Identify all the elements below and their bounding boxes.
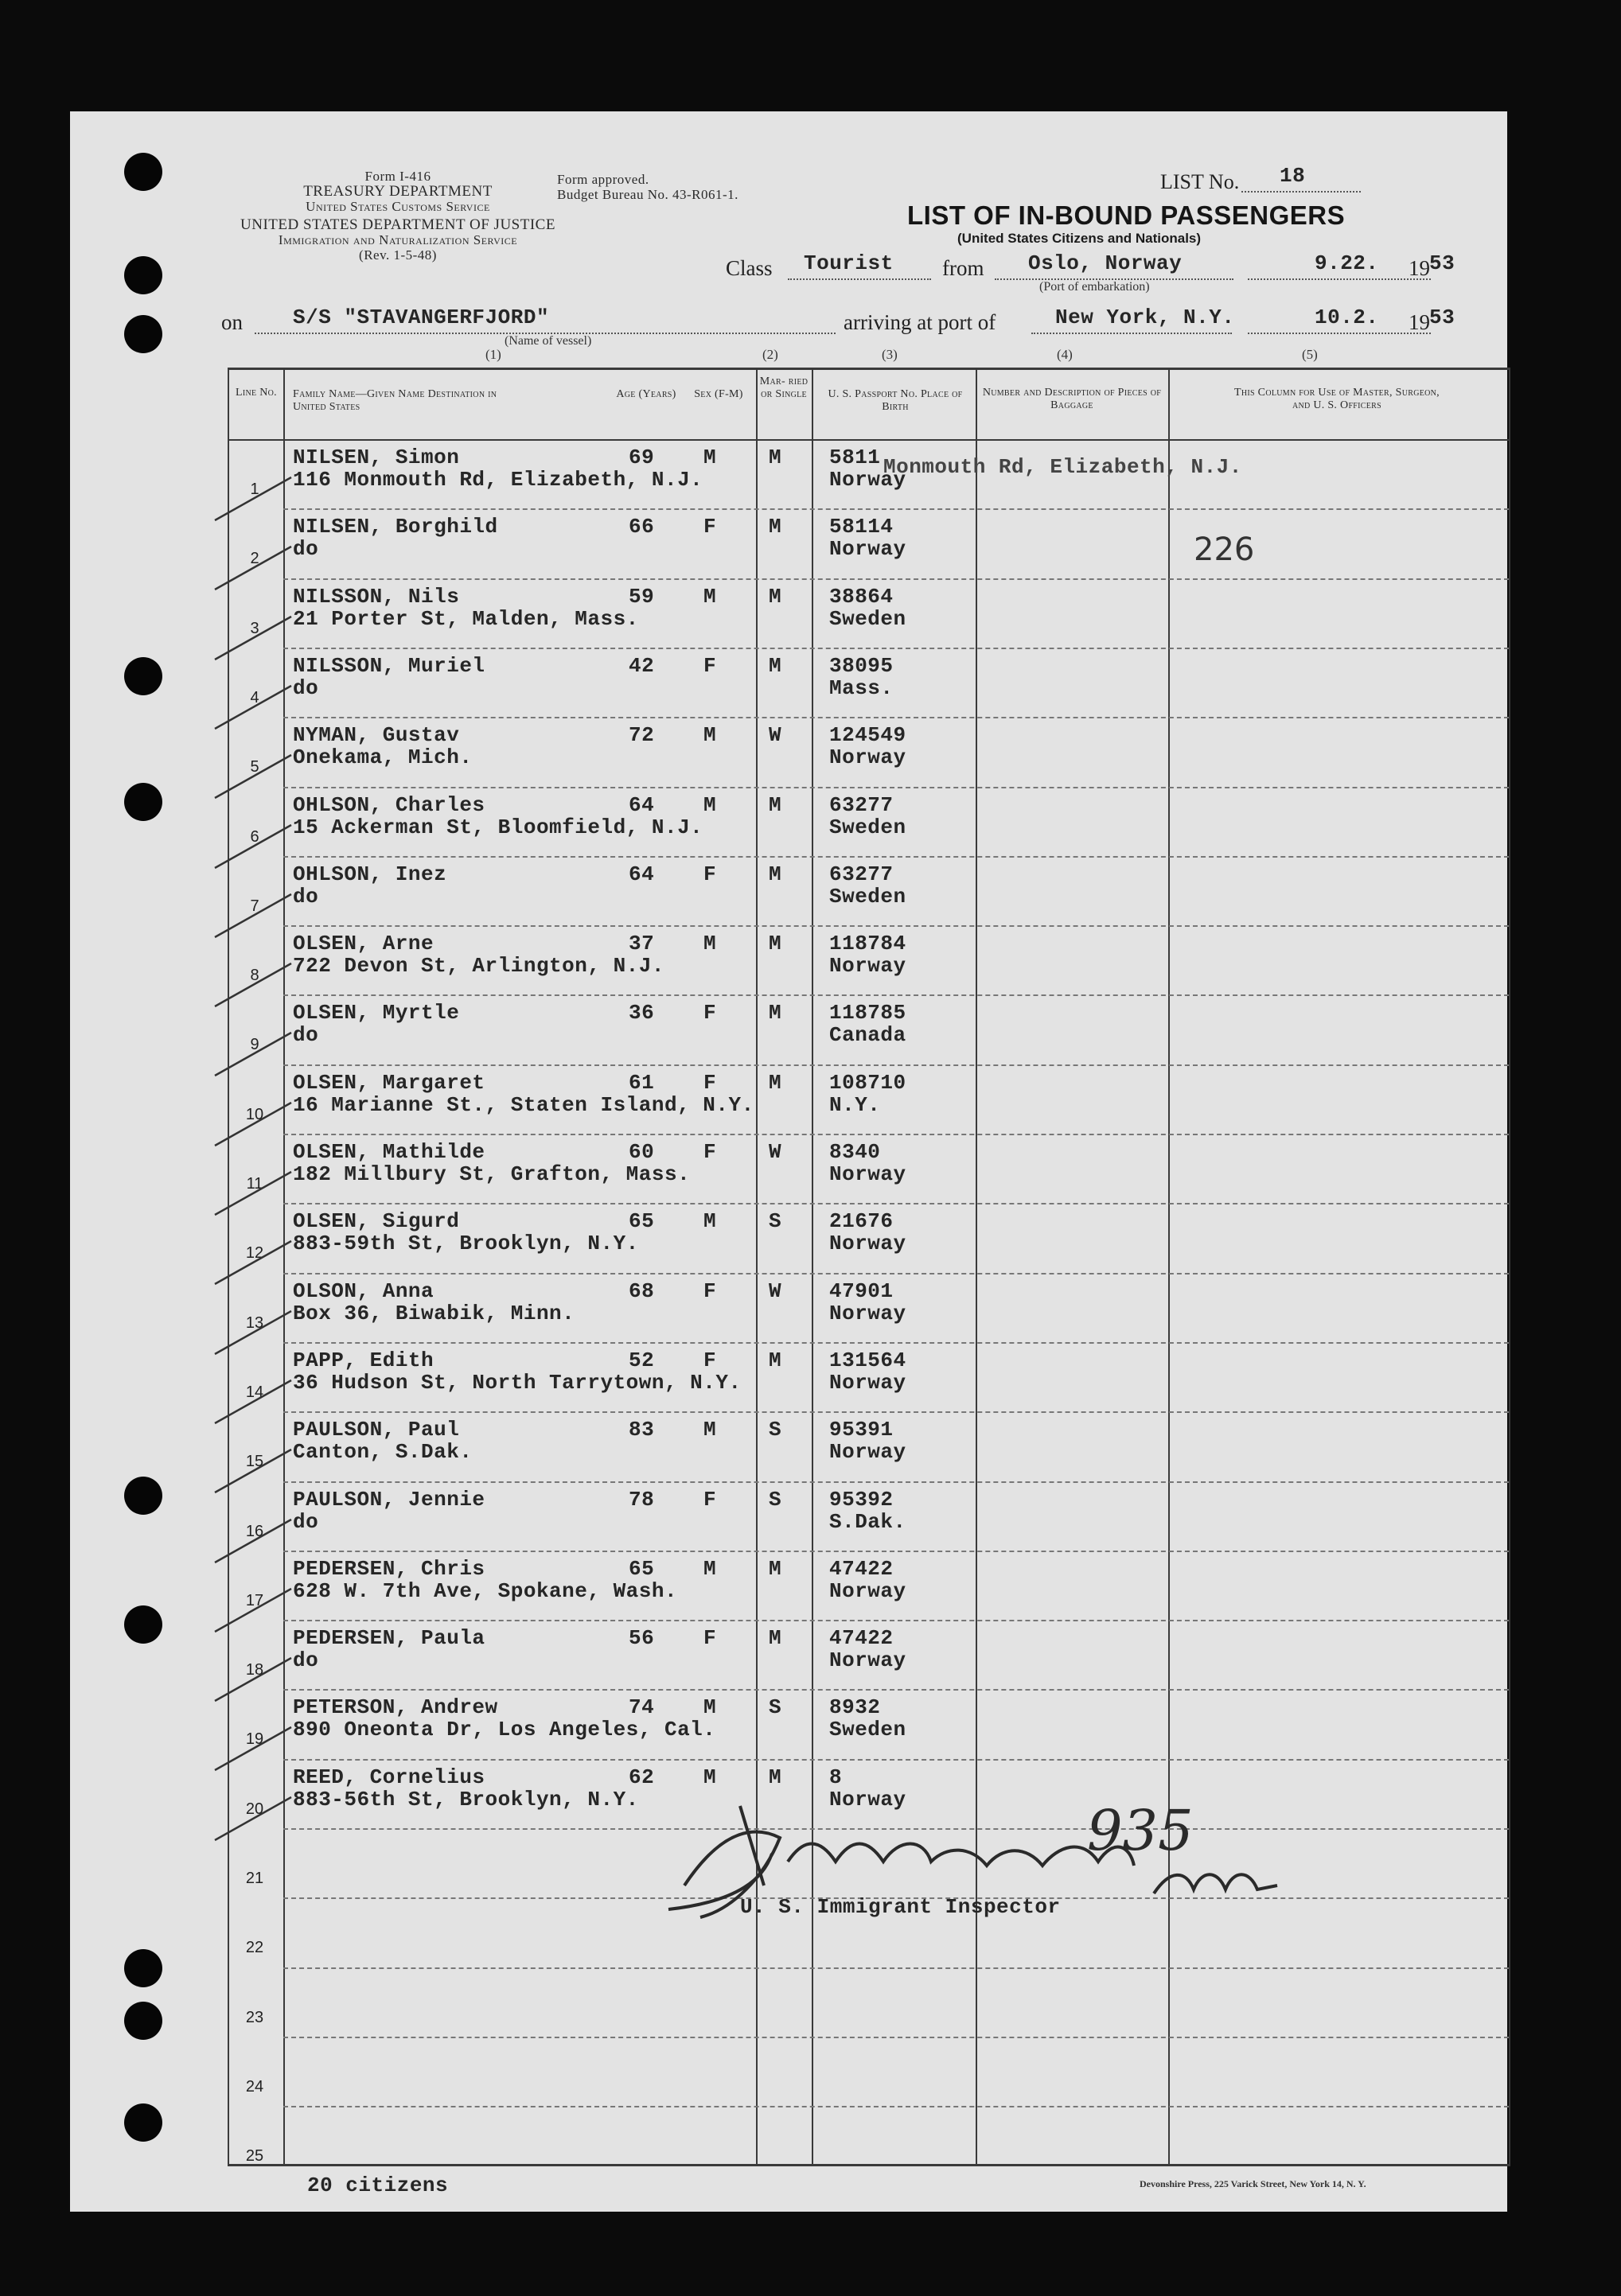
passenger-sex: F [703, 1278, 717, 1303]
marital-status: M [769, 1556, 782, 1581]
row-divider [283, 648, 1509, 649]
passport-number: 118785 [829, 1001, 906, 1025]
pencil-tick-mark [212, 1166, 299, 1221]
binder-hole [124, 153, 162, 191]
marital-status: W [769, 723, 782, 748]
header-sex: Sex (F-M) [694, 388, 743, 400]
pencil-tick-mark [212, 888, 299, 944]
form-number: Form I-416 [364, 169, 431, 184]
ins-service: Immigration and Naturalization Service [278, 232, 518, 247]
passport-number: 131564 [829, 1348, 906, 1372]
passenger-age: 68 [629, 1278, 655, 1303]
passenger-name: PAPP, Edith [293, 1348, 434, 1372]
document-subtitle: (United States Citizens and Nationals) [957, 231, 1202, 246]
passenger-name: OLSEN, Sigurd [293, 1209, 460, 1234]
column-number-2: (2) [762, 347, 778, 362]
passenger-age: 65 [629, 1209, 655, 1234]
passenger-sex: M [703, 723, 717, 748]
line-number: 19 [245, 1730, 264, 1749]
line-number: 16 [245, 1522, 264, 1540]
pencil-tick-mark [212, 471, 299, 527]
line-number: 10 [245, 1105, 264, 1123]
passenger-name: OLSON, Anna [293, 1278, 434, 1303]
binder-hole [124, 2103, 162, 2142]
header-line-no: Line No. [236, 387, 277, 399]
passenger-age: 62 [629, 1765, 655, 1789]
form-header-block [207, 169, 589, 263]
pencil-tick-mark [212, 1305, 299, 1360]
printer-imprint: Devonshire Press, 225 Varick Street, New York 14, N. Y. [1140, 2178, 1366, 2189]
passenger-destination: 883-56th St, Brooklyn, N.Y. [293, 1787, 639, 1812]
line-number: 12 [245, 1244, 264, 1263]
header-baggage: Number and Description of Pieces of Baggage [982, 387, 1162, 411]
passport-number: 38864 [829, 584, 894, 609]
place-of-birth: Norway [829, 1301, 906, 1325]
arriving-label: arriving at port of [844, 310, 996, 334]
marital-status: S [769, 1487, 782, 1512]
passenger-age: 72 [629, 723, 655, 748]
customs-service: United States Customs Service [306, 199, 490, 214]
passenger-destination: 890 Oneonta Dr, Los Angeles, Cal. [293, 1718, 716, 1742]
row-divider [283, 2106, 1509, 2107]
passenger-sex: F [703, 1626, 717, 1651]
row-divider [283, 508, 1509, 510]
binder-hole [124, 2002, 162, 2040]
passenger-name: PEDERSEN, Chris [293, 1556, 485, 1581]
row-divider [283, 1203, 1509, 1204]
row-divider [283, 787, 1509, 788]
marital-status: M [769, 584, 782, 609]
row-divider [283, 856, 1509, 858]
pencil-tick-mark [212, 1443, 299, 1499]
place-of-birth: Norway [829, 954, 906, 979]
justice-department: UNITED STATES DEPARTMENT OF JUSTICE [240, 216, 555, 233]
place-of-birth: Sweden [829, 1718, 906, 1742]
row-divider [283, 925, 1509, 927]
passenger-age: 66 [629, 515, 655, 539]
pencil-tick-mark [212, 749, 299, 804]
column-number-5: (5) [1302, 347, 1318, 362]
binder-hole [124, 1477, 162, 1515]
passenger-destination: do [293, 1648, 319, 1673]
line-number: 6 [250, 827, 259, 846]
passenger-age: 74 [629, 1695, 655, 1720]
pencil-tick-mark [212, 1096, 299, 1152]
place-of-birth: Norway [829, 1370, 906, 1395]
marital-status: M [769, 932, 782, 956]
passenger-age: 65 [629, 1556, 655, 1581]
passport-number: 8 [829, 1765, 843, 1789]
line-number: 4 [250, 688, 259, 706]
marital-status: S [769, 1695, 782, 1720]
pencil-tick-mark [212, 1235, 299, 1290]
binder-hole [124, 315, 162, 353]
passport-number: 108710 [829, 1070, 906, 1095]
binder-hole [124, 1605, 162, 1644]
line-number: 22 [245, 1939, 264, 1957]
arrival-year-value: 53 [1429, 305, 1455, 329]
passport-number: 38095 [829, 653, 894, 678]
passenger-destination: Box 36, Biwabik, Minn. [293, 1301, 575, 1325]
place-of-birth: S.Dak. [829, 1509, 906, 1534]
pencil-tick-mark [212, 1582, 299, 1638]
passenger-name: PAULSON, Jennie [293, 1487, 485, 1512]
passenger-sex: F [703, 1001, 717, 1025]
header-passport-birth: U. S. Passport No. Place of Birth [828, 388, 963, 413]
signature-number: 935 [1087, 1798, 1194, 1863]
passenger-age: 36 [629, 1001, 655, 1025]
row-divider [283, 1551, 1509, 1552]
line-number: 23 [245, 2008, 264, 2026]
pencil-tick-mark [212, 1721, 299, 1776]
passenger-name: OHLSON, Inez [293, 862, 447, 886]
passenger-destination: 116 Monmouth Rd, Elizabeth, N.J. [293, 468, 703, 492]
passenger-age: 60 [629, 1140, 655, 1164]
marital-status: M [769, 1348, 782, 1372]
passenger-age: 56 [629, 1626, 655, 1651]
marital-status: M [769, 1765, 782, 1789]
passenger-age: 78 [629, 1487, 655, 1512]
marital-status: M [769, 515, 782, 539]
place-of-birth: Sweden [829, 815, 906, 839]
pencil-tick-mark [212, 679, 299, 735]
place-of-birth: Norway [829, 1162, 906, 1186]
header-officers: This Column for Use of Master, Surgeon, and U. S. Officers [1234, 387, 1440, 411]
passenger-destination: 21 Porter St, Malden, Mass. [293, 606, 639, 631]
passenger-name: NILSEN, Borghild [293, 515, 498, 539]
passport-number: 8932 [829, 1695, 881, 1720]
port-note: (Port of embarkation) [1039, 280, 1150, 294]
inspector-label: U. S. Immigrant Inspector [740, 1895, 1061, 1919]
passenger-sex: M [703, 1695, 717, 1720]
place-of-birth: N.Y. [829, 1092, 881, 1117]
passenger-destination: Onekama, Mich. [293, 745, 473, 770]
arrival-date-value: 10.2. [1315, 305, 1379, 329]
pencil-tick-mark [212, 1791, 299, 1847]
passenger-sex: F [703, 862, 717, 886]
marital-status: M [769, 862, 782, 886]
header-married: Mar- ried or Single [759, 376, 809, 400]
line-number: 11 [246, 1175, 263, 1193]
row-divider [283, 1273, 1509, 1274]
place-of-birth: Norway [829, 1440, 906, 1465]
row-divider [283, 994, 1509, 996]
place-of-birth: Mass. [829, 675, 894, 700]
passenger-name: NILSSON, Nils [293, 584, 460, 609]
passenger-age: 69 [629, 446, 655, 469]
arrival-year-prefix: 19 [1409, 310, 1430, 334]
line-number: 24 [245, 2077, 264, 2096]
budget-bureau: Budget Bureau No. 43-R061-1. [557, 187, 738, 202]
marital-status: M [769, 1626, 782, 1651]
passport-number: 8340 [829, 1140, 881, 1164]
passenger-destination: Canton, S.Dak. [293, 1440, 473, 1465]
place-of-birth: Norway [829, 537, 906, 562]
passenger-sex: F [703, 1348, 717, 1372]
row-divider [283, 1134, 1509, 1135]
line-number: 9 [250, 1036, 259, 1054]
overtyped-address: Monmouth Rd, Elizabeth, N.J. [883, 455, 1242, 479]
header-name-destination: Family Name—Given Name Destination in United States [293, 388, 497, 413]
passport-number: 21676 [829, 1209, 894, 1234]
line-number: 7 [250, 897, 259, 915]
passenger-name: OLSEN, Margaret [293, 1070, 485, 1095]
passenger-age: 61 [629, 1070, 655, 1095]
passenger-sex: M [703, 932, 717, 956]
place-of-birth: Sweden [829, 606, 906, 631]
passenger-name: PAULSON, Paul [293, 1418, 460, 1442]
marital-status: W [769, 1278, 782, 1303]
line-number: 13 [245, 1313, 264, 1332]
row-divider [283, 717, 1509, 718]
marital-status: M [769, 1001, 782, 1025]
binder-hole [124, 256, 162, 294]
document-title: LIST OF IN-BOUND PASSENGERS [907, 200, 1346, 230]
list-no-label: LIST No. [1160, 170, 1240, 193]
passenger-name: NILSEN, Simon [293, 446, 460, 469]
passport-number: 118784 [829, 932, 906, 956]
marital-status: S [769, 1418, 782, 1442]
passenger-sex: F [703, 1070, 717, 1095]
row-divider [283, 578, 1509, 580]
passenger-name: OLSEN, Mathilde [293, 1140, 485, 1164]
passenger-name: NILSSON, Muriel [293, 653, 485, 678]
row-divider [283, 1064, 1509, 1066]
passenger-name: OHLSON, Charles [293, 792, 485, 817]
passenger-destination: 628 W. 7th Ave, Spokane, Wash. [293, 1578, 678, 1603]
from-value: Oslo, Norway [1028, 251, 1183, 275]
passenger-sex: M [703, 1556, 717, 1581]
marital-status: M [769, 653, 782, 678]
place-of-birth: Norway [829, 468, 906, 492]
line-number: 3 [250, 619, 259, 637]
pencil-tick-mark [212, 819, 299, 874]
embark-date-value: 9.22. [1315, 251, 1379, 275]
line-number: 14 [245, 1383, 264, 1401]
passenger-sex: M [703, 446, 717, 469]
passenger-destination: 883-59th St, Brooklyn, N.Y. [293, 1232, 639, 1256]
pencil-tick-mark [212, 1026, 299, 1082]
passport-number: 95391 [829, 1418, 894, 1442]
binder-hole [124, 1949, 162, 1987]
place-of-birth: Sweden [829, 884, 906, 909]
vessel-value: S/S "STAVANGERFJORD" [293, 305, 550, 329]
passport-number: 63277 [829, 792, 894, 817]
arrival-port-value: New York, N.Y. [1055, 305, 1235, 329]
passport-number: 58114 [829, 515, 894, 539]
passenger-destination: do [293, 1023, 319, 1048]
place-of-birth: Norway [829, 1232, 906, 1256]
pencil-tick-mark [212, 957, 299, 1013]
treasury-department: TREASURY DEPARTMENT [303, 183, 493, 200]
passenger-sex: M [703, 1765, 717, 1789]
row-divider [283, 1342, 1509, 1344]
citizens-total: 20 citizens [307, 2173, 449, 2197]
binder-hole [124, 783, 162, 821]
passport-number: 47901 [829, 1278, 894, 1303]
binder-hole [124, 657, 162, 695]
pencil-tick-mark [212, 1513, 299, 1569]
embark-year-prefix: 19 [1409, 256, 1430, 280]
passenger-sex: F [703, 1140, 717, 1164]
passenger-age: 37 [629, 932, 655, 956]
marital-status: M [769, 1070, 782, 1095]
line-number: 17 [245, 1591, 264, 1609]
column-number-3: (3) [882, 347, 898, 362]
passenger-destination: do [293, 884, 319, 909]
passenger-sex: M [703, 1209, 717, 1234]
passenger-sex: M [703, 1418, 717, 1442]
place-of-birth: Norway [829, 1578, 906, 1603]
form-revision: (Rev. 1-5-48) [359, 247, 437, 263]
place-of-birth: Norway [829, 1648, 906, 1673]
passenger-destination: 722 Devon St, Arlington, N.J. [293, 954, 664, 979]
passenger-name: NYMAN, Gustav [293, 723, 460, 748]
passenger-destination: 182 Millbury St, Grafton, Mass. [293, 1162, 691, 1186]
line-number: 8 [250, 967, 259, 985]
passport-number: 5811 [829, 446, 881, 469]
marital-status: M [769, 446, 782, 469]
passenger-name: REED, Cornelius [293, 1765, 485, 1789]
initials-scribble [1146, 1854, 1281, 1909]
passport-number: 47422 [829, 1626, 894, 1651]
passenger-age: 83 [629, 1418, 655, 1442]
row-divider [283, 1967, 1509, 1969]
vessel-note: (Name of vessel) [505, 334, 592, 348]
from-label: from [942, 256, 984, 280]
header-age: Age (Years) [616, 388, 676, 400]
officer-note: 226 [1194, 531, 1255, 568]
marital-status: M [769, 792, 782, 817]
passenger-destination: do [293, 1509, 319, 1534]
line-number: 1 [250, 481, 259, 498]
row-divider [283, 2037, 1509, 2038]
pencil-tick-mark [212, 540, 299, 596]
passport-number: 63277 [829, 862, 894, 886]
passenger-sex: M [703, 584, 717, 609]
passport-number: 95392 [829, 1487, 894, 1512]
passenger-destination: 15 Ackerman St, Bloomfield, N.J. [293, 815, 703, 839]
column-number-1: (1) [485, 347, 501, 362]
line-number: 21 [245, 1870, 264, 1887]
passenger-destination: 16 Marianne St., Staten Island, N.Y. [293, 1092, 754, 1117]
pencil-tick-mark [212, 1652, 299, 1707]
passenger-sex: M [703, 792, 717, 817]
form-approved: Form approved. [557, 172, 649, 187]
passenger-age: 42 [629, 653, 655, 678]
passenger-age: 59 [629, 584, 655, 609]
passenger-sex: F [703, 515, 717, 539]
passenger-age: 64 [629, 862, 655, 886]
row-divider [283, 1689, 1509, 1691]
place-of-birth: Canada [829, 1023, 906, 1048]
marital-status: S [769, 1209, 782, 1234]
line-number: 25 [245, 2147, 264, 2166]
passenger-destination: do [293, 537, 319, 562]
marital-status: W [769, 1140, 782, 1164]
passenger-sex: F [703, 653, 717, 678]
row-divider [283, 1620, 1509, 1621]
line-number: 18 [245, 1661, 264, 1679]
embark-year-value: 53 [1429, 251, 1455, 275]
passenger-name: PEDERSEN, Paula [293, 1626, 485, 1651]
approval-block [557, 172, 828, 202]
passenger-sex: F [703, 1487, 717, 1512]
pencil-tick-mark [212, 1374, 299, 1430]
passenger-name: OLSEN, Myrtle [293, 1001, 460, 1025]
list-no-value: 18 [1280, 164, 1306, 188]
column-number-4: (4) [1057, 347, 1073, 362]
pencil-tick-mark [212, 610, 299, 666]
passenger-name: OLSEN, Arne [293, 932, 434, 956]
line-number: 5 [250, 758, 259, 776]
on-label: on [221, 310, 243, 334]
passenger-age: 52 [629, 1348, 655, 1372]
passenger-destination: 36 Hudson St, North Tarrytown, N.Y. [293, 1370, 742, 1395]
class-label: Class [726, 256, 773, 280]
line-number: 20 [245, 1800, 264, 1818]
passenger-age: 64 [629, 792, 655, 817]
row-divider [283, 1759, 1509, 1761]
class-value: Tourist [804, 251, 894, 275]
passenger-name: PETERSON, Andrew [293, 1695, 498, 1720]
passport-number: 47422 [829, 1556, 894, 1581]
row-divider [283, 1411, 1509, 1413]
line-number: 15 [245, 1453, 264, 1471]
line-number: 2 [250, 550, 259, 568]
passenger-destination: do [293, 675, 319, 700]
row-divider [283, 1481, 1509, 1483]
place-of-birth: Norway [829, 1787, 906, 1812]
passport-number: 124549 [829, 723, 906, 748]
place-of-birth: Norway [829, 745, 906, 770]
